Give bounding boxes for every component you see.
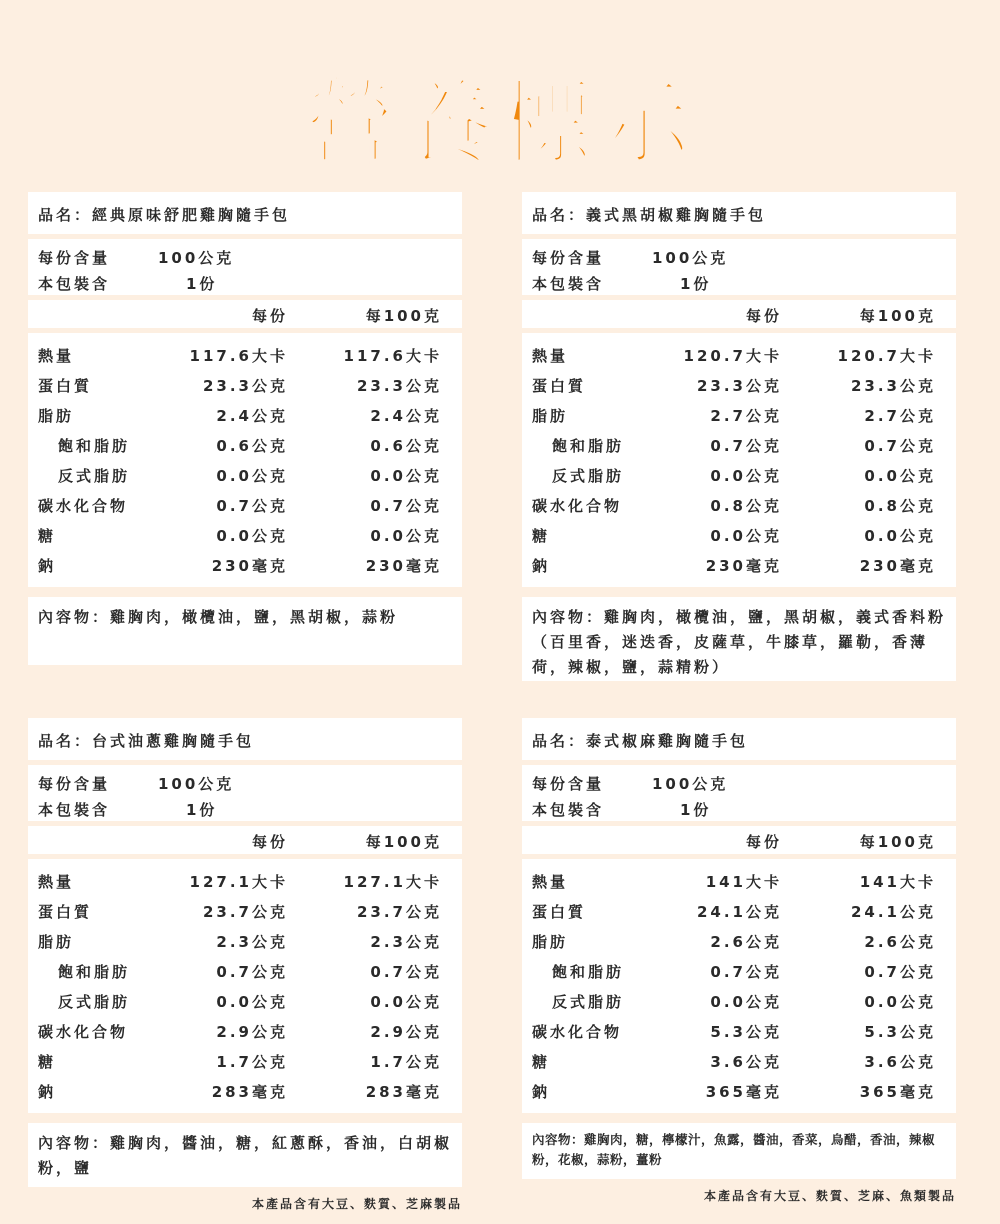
nutrient-per-100g: 0.7公克	[370, 963, 442, 981]
allergen-note: 本產品含有大豆、麩質、芝麻、魚類製品	[703, 1189, 956, 1203]
per-100g-header: 每100克	[365, 833, 442, 851]
pack-label: 本包裝含	[532, 801, 605, 819]
pack-label: 本包裝含	[38, 801, 111, 819]
nutrient-per-100g: 0.0公克	[370, 467, 442, 485]
pack-value: 1份	[680, 801, 712, 819]
nutrient-per-serving: 283毫克	[211, 1083, 288, 1101]
nutrient-per-100g: 0.0公克	[864, 993, 936, 1011]
nutrient-row	[522, 931, 956, 955]
nutrient-per-100g: 141大卡	[859, 873, 936, 891]
nutrient-row	[28, 931, 462, 955]
nutrient-per-serving: 23.3公克	[696, 377, 782, 395]
nutrient-label: 脂肪	[38, 933, 75, 951]
nutrient-row	[28, 495, 462, 519]
nutrient-label: 碳水化合物	[38, 497, 129, 515]
nutrient-label: 碳水化合物	[532, 497, 623, 515]
nutrient-row	[28, 465, 462, 489]
nutrient-row	[28, 525, 462, 549]
nutrient-table-box	[522, 859, 956, 1113]
per-serving-header: 每份	[251, 833, 288, 851]
nutrient-row	[28, 1021, 462, 1045]
product-name: 品名：經典原味舒肥雞胸隨手包	[38, 206, 291, 224]
serving-value: 100公克	[652, 775, 729, 793]
serving-label: 每份含量	[38, 775, 111, 793]
nutrient-per-100g: 0.7公克	[864, 963, 936, 981]
product-name-box	[28, 192, 462, 234]
serving-value: 100公克	[652, 249, 729, 267]
serving-value: 100公克	[158, 775, 235, 793]
per-serving-header: 每份	[251, 307, 288, 325]
nutrient-row	[522, 405, 956, 429]
nutrient-row	[28, 1081, 462, 1105]
nutrient-label: 鈉	[532, 557, 551, 575]
serving-value: 100公克	[158, 249, 235, 267]
nutrient-per-100g: 5.3公克	[864, 1023, 936, 1041]
nutrient-per-100g: 2.9公克	[370, 1023, 442, 1041]
nutrient-row	[522, 435, 956, 459]
serving-info-box	[28, 765, 462, 821]
nutrient-row	[28, 991, 462, 1015]
nutrient-per-100g: 0.0公克	[370, 527, 442, 545]
nutrient-label: 鈉	[38, 557, 57, 575]
pack-value: 1份	[186, 275, 218, 293]
nutrient-label: 糖	[38, 1053, 57, 1071]
nutrient-label: 脂肪	[532, 407, 569, 425]
nutrient-per-serving: 2.4公克	[216, 407, 288, 425]
nutrient-row	[28, 435, 462, 459]
nutrient-per-100g: 1.7公克	[370, 1053, 442, 1071]
nutrient-per-100g: 2.3公克	[370, 933, 442, 951]
nutrient-per-serving: 23.7公克	[202, 903, 288, 921]
nutrient-row	[522, 1051, 956, 1075]
nutrient-per-serving: 0.6公克	[216, 437, 288, 455]
nutrient-label: 糖	[532, 1053, 551, 1071]
serving-label: 每份含量	[38, 249, 111, 267]
nutrient-per-100g: 0.0公克	[370, 993, 442, 1011]
product-name: 品名：義式黑胡椒雞胸隨手包	[532, 206, 767, 224]
product-name-box	[522, 718, 956, 760]
serving-label: 每份含量	[532, 775, 605, 793]
nutrient-label: 反式脂肪	[552, 467, 625, 485]
nutrient-per-serving: 23.3公克	[202, 377, 288, 395]
nutrient-per-100g: 365毫克	[859, 1083, 936, 1101]
nutrient-row	[28, 901, 462, 925]
ingredients-text: 內容物：雞胸肉，醬油，糖，紅蔥酥，香油，白胡椒粉，鹽	[38, 1134, 453, 1177]
nutrient-per-serving: 3.6公克	[710, 1053, 782, 1071]
nutrient-row	[28, 345, 462, 369]
nutrient-label: 反式脂肪	[58, 993, 131, 1011]
column-header-box	[522, 300, 956, 328]
nutrient-label: 碳水化合物	[38, 1023, 129, 1041]
nutrient-per-100g: 283毫克	[365, 1083, 442, 1101]
nutrient-per-serving: 5.3公克	[710, 1023, 782, 1041]
nutrient-label: 熱量	[38, 873, 75, 891]
nutrient-row	[28, 405, 462, 429]
serving-info-box	[522, 239, 956, 295]
nutrient-label: 反式脂肪	[58, 467, 131, 485]
nutrient-row	[522, 555, 956, 579]
nutrient-per-serving: 24.1公克	[696, 903, 782, 921]
nutrient-per-100g: 2.7公克	[864, 407, 936, 425]
nutrient-per-serving: 1.7公克	[216, 1053, 288, 1071]
nutrient-per-serving: 2.3公克	[216, 933, 288, 951]
nutrient-per-serving: 141大卡	[705, 873, 782, 891]
nutrient-label: 糖	[532, 527, 551, 545]
nutrient-per-serving: 2.9公克	[216, 1023, 288, 1041]
nutrient-label: 蛋白質	[38, 377, 93, 395]
ingredients-text: 內容物：雞胸肉，橄欖油，鹽，黑胡椒，義式香料粉（百里香，迷迭香，皮薩草，牛膝草，羅勒，香薄荷，辣椒，鹽，蒜精粉）	[532, 608, 947, 676]
nutrient-label: 脂肪	[38, 407, 75, 425]
nutrient-label: 熱量	[532, 873, 569, 891]
nutrient-per-serving: 120.7大卡	[683, 347, 782, 365]
nutrient-per-serving: 0.8公克	[710, 497, 782, 515]
nutrient-per-serving: 0.7公克	[710, 437, 782, 455]
nutrient-per-100g: 0.7公克	[864, 437, 936, 455]
nutrient-label: 脂肪	[532, 933, 569, 951]
nutrient-per-serving: 0.7公克	[710, 963, 782, 981]
nutrient-row	[28, 961, 462, 985]
nutrient-per-serving: 365毫克	[705, 1083, 782, 1101]
nutrient-per-serving: 0.0公克	[216, 467, 288, 485]
nutrient-row	[28, 555, 462, 579]
column-header-box	[28, 300, 462, 328]
ingredients-box	[28, 597, 462, 665]
product-name: 品名：台式油蔥雞胸隨手包	[38, 732, 255, 750]
nutrient-row	[522, 465, 956, 489]
nutrient-label: 反式脂肪	[552, 993, 625, 1011]
nutrient-table-box	[28, 333, 462, 587]
nutrient-per-100g: 230毫克	[859, 557, 936, 575]
nutrient-per-serving: 2.7公克	[710, 407, 782, 425]
nutrient-table-box	[28, 859, 462, 1113]
nutrient-per-100g: 120.7大卡	[837, 347, 936, 365]
nutrient-per-100g: 127.1大卡	[343, 873, 442, 891]
nutrient-label: 飽和脂肪	[552, 963, 625, 981]
pack-label: 本包裝含	[38, 275, 111, 293]
column-header-box	[28, 826, 462, 854]
nutrient-row	[522, 375, 956, 399]
nutrient-label: 飽和脂肪	[58, 963, 131, 981]
nutrient-per-serving: 2.6公克	[710, 933, 782, 951]
nutrient-per-100g: 117.6大卡	[343, 347, 442, 365]
nutrient-label: 熱量	[532, 347, 569, 365]
nutrient-label: 糖	[38, 527, 57, 545]
product-name: 品名：泰式椒麻雞胸隨手包	[532, 732, 749, 750]
nutrient-per-100g: 24.1公克	[850, 903, 936, 921]
nutrient-row	[522, 525, 956, 549]
nutrient-row	[522, 1081, 956, 1105]
nutrient-per-100g: 230毫克	[365, 557, 442, 575]
nutrient-per-serving: 0.7公克	[216, 497, 288, 515]
nutrient-row	[522, 961, 956, 985]
nutrient-per-100g: 23.7公克	[356, 903, 442, 921]
nutrient-per-serving: 117.6大卡	[189, 347, 288, 365]
nutrient-per-100g: 0.0公克	[864, 467, 936, 485]
nutrient-per-100g: 0.8公克	[864, 497, 936, 515]
pack-value: 1份	[680, 275, 712, 293]
nutrient-per-serving: 0.7公克	[216, 963, 288, 981]
serving-label: 每份含量	[532, 249, 605, 267]
nutrient-per-serving: 230毫克	[211, 557, 288, 575]
allergen-note: 本產品含有大豆、麩質、芝麻製品	[251, 1197, 462, 1211]
product-name-box	[522, 192, 956, 234]
product-name-box	[28, 718, 462, 760]
nutrient-per-serving: 230毫克	[705, 557, 782, 575]
nutrient-label: 飽和脂肪	[552, 437, 625, 455]
nutrient-label: 蛋白質	[532, 377, 587, 395]
nutrient-per-100g: 3.6公克	[864, 1053, 936, 1071]
nutrient-row	[522, 1021, 956, 1045]
nutrient-per-serving: 0.0公克	[710, 993, 782, 1011]
nutrient-row	[522, 991, 956, 1015]
column-header-box	[522, 826, 956, 854]
nutrient-row	[522, 901, 956, 925]
nutrient-per-serving: 127.1大卡	[189, 873, 288, 891]
per-100g-header: 每100克	[365, 307, 442, 325]
nutrient-label: 碳水化合物	[532, 1023, 623, 1041]
ingredients-box	[522, 1123, 956, 1179]
per-serving-header: 每份	[745, 833, 782, 851]
nutrient-per-100g: 2.6公克	[864, 933, 936, 951]
nutrient-label: 蛋白質	[38, 903, 93, 921]
nutrient-per-serving: 0.0公克	[216, 993, 288, 1011]
nutrient-row	[28, 871, 462, 895]
ingredients-box	[522, 597, 956, 681]
ingredients-box	[28, 1123, 462, 1187]
page-title: 營養標示	[303, 70, 696, 177]
nutrient-per-serving: 0.0公克	[710, 527, 782, 545]
nutrient-per-100g: 23.3公克	[850, 377, 936, 395]
nutrient-row	[28, 1051, 462, 1075]
per-serving-header: 每份	[745, 307, 782, 325]
nutrient-label: 鈉	[38, 1083, 57, 1101]
nutrient-per-100g: 2.4公克	[370, 407, 442, 425]
nutrient-row	[522, 495, 956, 519]
nutrient-per-serving: 0.0公克	[216, 527, 288, 545]
nutrient-per-100g: 0.6公克	[370, 437, 442, 455]
nutrient-row	[522, 871, 956, 895]
nutrient-table-box	[522, 333, 956, 587]
nutrient-row	[28, 375, 462, 399]
pack-label: 本包裝含	[532, 275, 605, 293]
per-100g-header: 每100克	[859, 307, 936, 325]
nutrient-label: 鈉	[532, 1083, 551, 1101]
nutrient-label: 熱量	[38, 347, 75, 365]
nutrient-per-serving: 0.0公克	[710, 467, 782, 485]
pack-value: 1份	[186, 801, 218, 819]
nutrient-label: 飽和脂肪	[58, 437, 131, 455]
nutrient-per-100g: 0.0公克	[864, 527, 936, 545]
serving-info-box	[28, 239, 462, 295]
nutrient-row	[522, 345, 956, 369]
nutrient-label: 蛋白質	[532, 903, 587, 921]
serving-info-box	[522, 765, 956, 821]
per-100g-header: 每100克	[859, 833, 936, 851]
nutrient-per-100g: 0.7公克	[370, 497, 442, 515]
nutrient-per-100g: 23.3公克	[356, 377, 442, 395]
ingredients-text: 內容物：雞胸肉，橄欖油，鹽，黑胡椒，蒜粉	[38, 608, 399, 626]
ingredients-text: 內容物：雞胸肉，糖，檸檬汁，魚露，醬油，香菜，烏醋，香油，辣椒粉，花椒，蒜粉，薑粉	[532, 1132, 936, 1167]
